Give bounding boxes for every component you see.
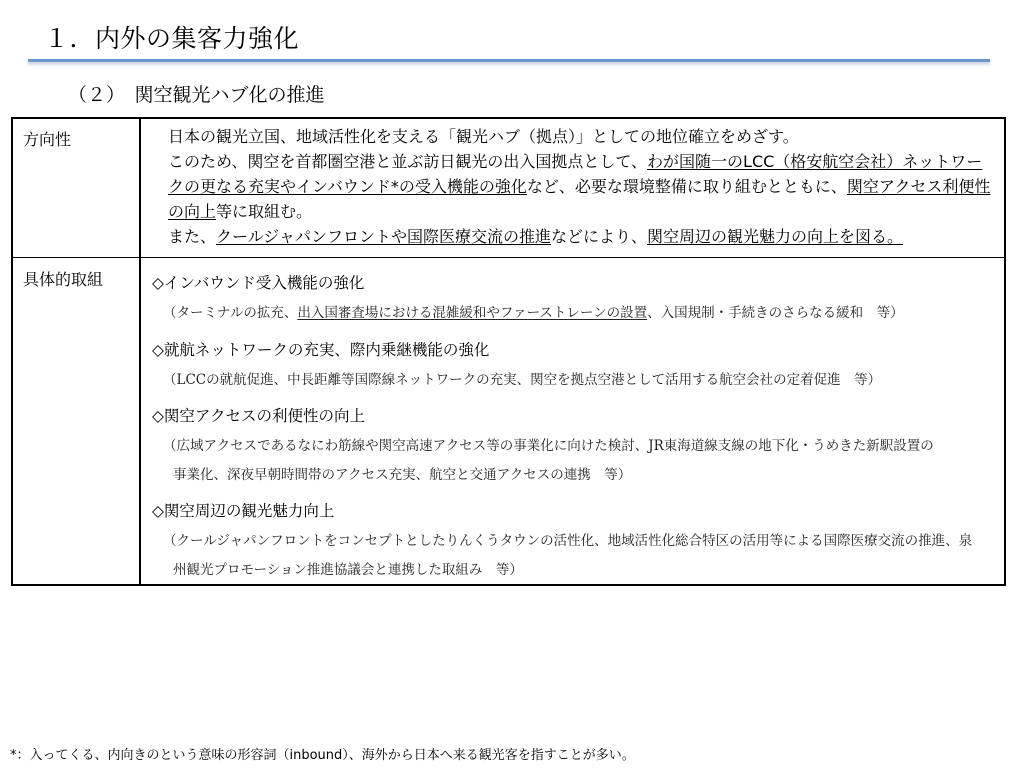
- initiative-heading: ◇関空周辺の観光魅力向上: [152, 502, 335, 520]
- text-run: 日本の観光立国、地域活性化を支える「観光ハブ（拠点）」としての地位確立をめざす。: [168, 127, 799, 146]
- direction-paragraph: [152, 124, 998, 149]
- text-run: などにより、: [550, 227, 647, 246]
- detail-line: [163, 556, 1001, 585]
- text-run: など、必要な環境整備に取り組むとともに、: [526, 177, 847, 196]
- text-run: （ターミナルの拡充、: [163, 305, 298, 321]
- initiative-detail: [163, 366, 1001, 395]
- detail-line: [163, 432, 1001, 461]
- initiative-detail: [163, 299, 1001, 328]
- direction-paragraph: [152, 149, 998, 224]
- detail-line: [163, 366, 1001, 395]
- text-run: （クールジャパンフロントをコンセプトとしたりんくうタウンの活性化、地域活性化総合特区の活用等による国際医療交流の推進、泉: [163, 533, 973, 549]
- underlined-text: クールジャパンフロントや国際医療交流の推進: [216, 227, 551, 246]
- detail-line: [163, 461, 1001, 490]
- text-run: 、入国規制・手続きのさらなる緩和 等）: [647, 305, 904, 321]
- initiative-detail: [163, 432, 1001, 490]
- column-divider: [139, 119, 141, 584]
- initiative-heading: ◇就航ネットワークの充実、際内乗継機能の強化: [152, 341, 490, 359]
- text-run: このため、関空を首都圏空港と並ぶ訪日観光の出入国拠点として、: [168, 152, 648, 171]
- direction-paragraph: [152, 224, 998, 249]
- text-run: 等に取組む。: [216, 202, 313, 221]
- page-title: １．内外の集客力強化: [44, 24, 300, 53]
- row-divider: [13, 257, 1004, 258]
- initiative-detail: [163, 527, 1001, 585]
- title-underline: [28, 59, 990, 62]
- text-run: 事業化、深夜早朝時間帯のアクセス充実、航空と交通アクセスの連携 等）: [173, 467, 632, 483]
- detail-line: [163, 527, 1001, 556]
- initiative-heading: ◇インバウンド受入機能の強化: [152, 274, 365, 292]
- row-label-direction: 方向性: [23, 130, 72, 149]
- underlined-text: 関空アクセス利便性の向上: [168, 177, 991, 221]
- underlined-text: わが国随一のLCC（格安航空会社）ネットワークの更なる充実やインバウンド*の受入機能の強化: [168, 152, 983, 196]
- text-run: 州観光プロモーション推進協議会と連携した取組み 等）: [173, 562, 523, 578]
- underlined-text: 関空周辺の観光魅力の向上を図る。: [647, 227, 904, 246]
- footnote: *：入ってくる、内向きのという意味の形容詞（inbound）、海外から日本へ来る観光客を指すことが多い。: [10, 748, 635, 763]
- direction-text: [152, 124, 998, 249]
- detail-line: [163, 299, 1001, 328]
- policy-table: [11, 117, 1006, 586]
- text-run: （LCCの就航促進、中長距離等国際線ネットワークの充実、関空を拠点空港として活用する航空会社の定着促進 等）: [163, 372, 882, 388]
- text-run: また、: [168, 227, 217, 246]
- initiative-heading: ◇関空アクセスの利便性の向上: [152, 407, 365, 425]
- section-subtitle: （２） 関空観光ハブ化の推進: [68, 84, 325, 106]
- row-label-initiatives: 具体的取組: [23, 270, 104, 289]
- underlined-text: 出入国審査場における混雑緩和やファーストレーンの設置: [297, 305, 648, 321]
- text-run: （広域アクセスであるなにわ筋線や関空高速アクセス等の事業化に向けた検討、JR東海道線支線の地下化・うめきた新駅設置の: [163, 438, 934, 454]
